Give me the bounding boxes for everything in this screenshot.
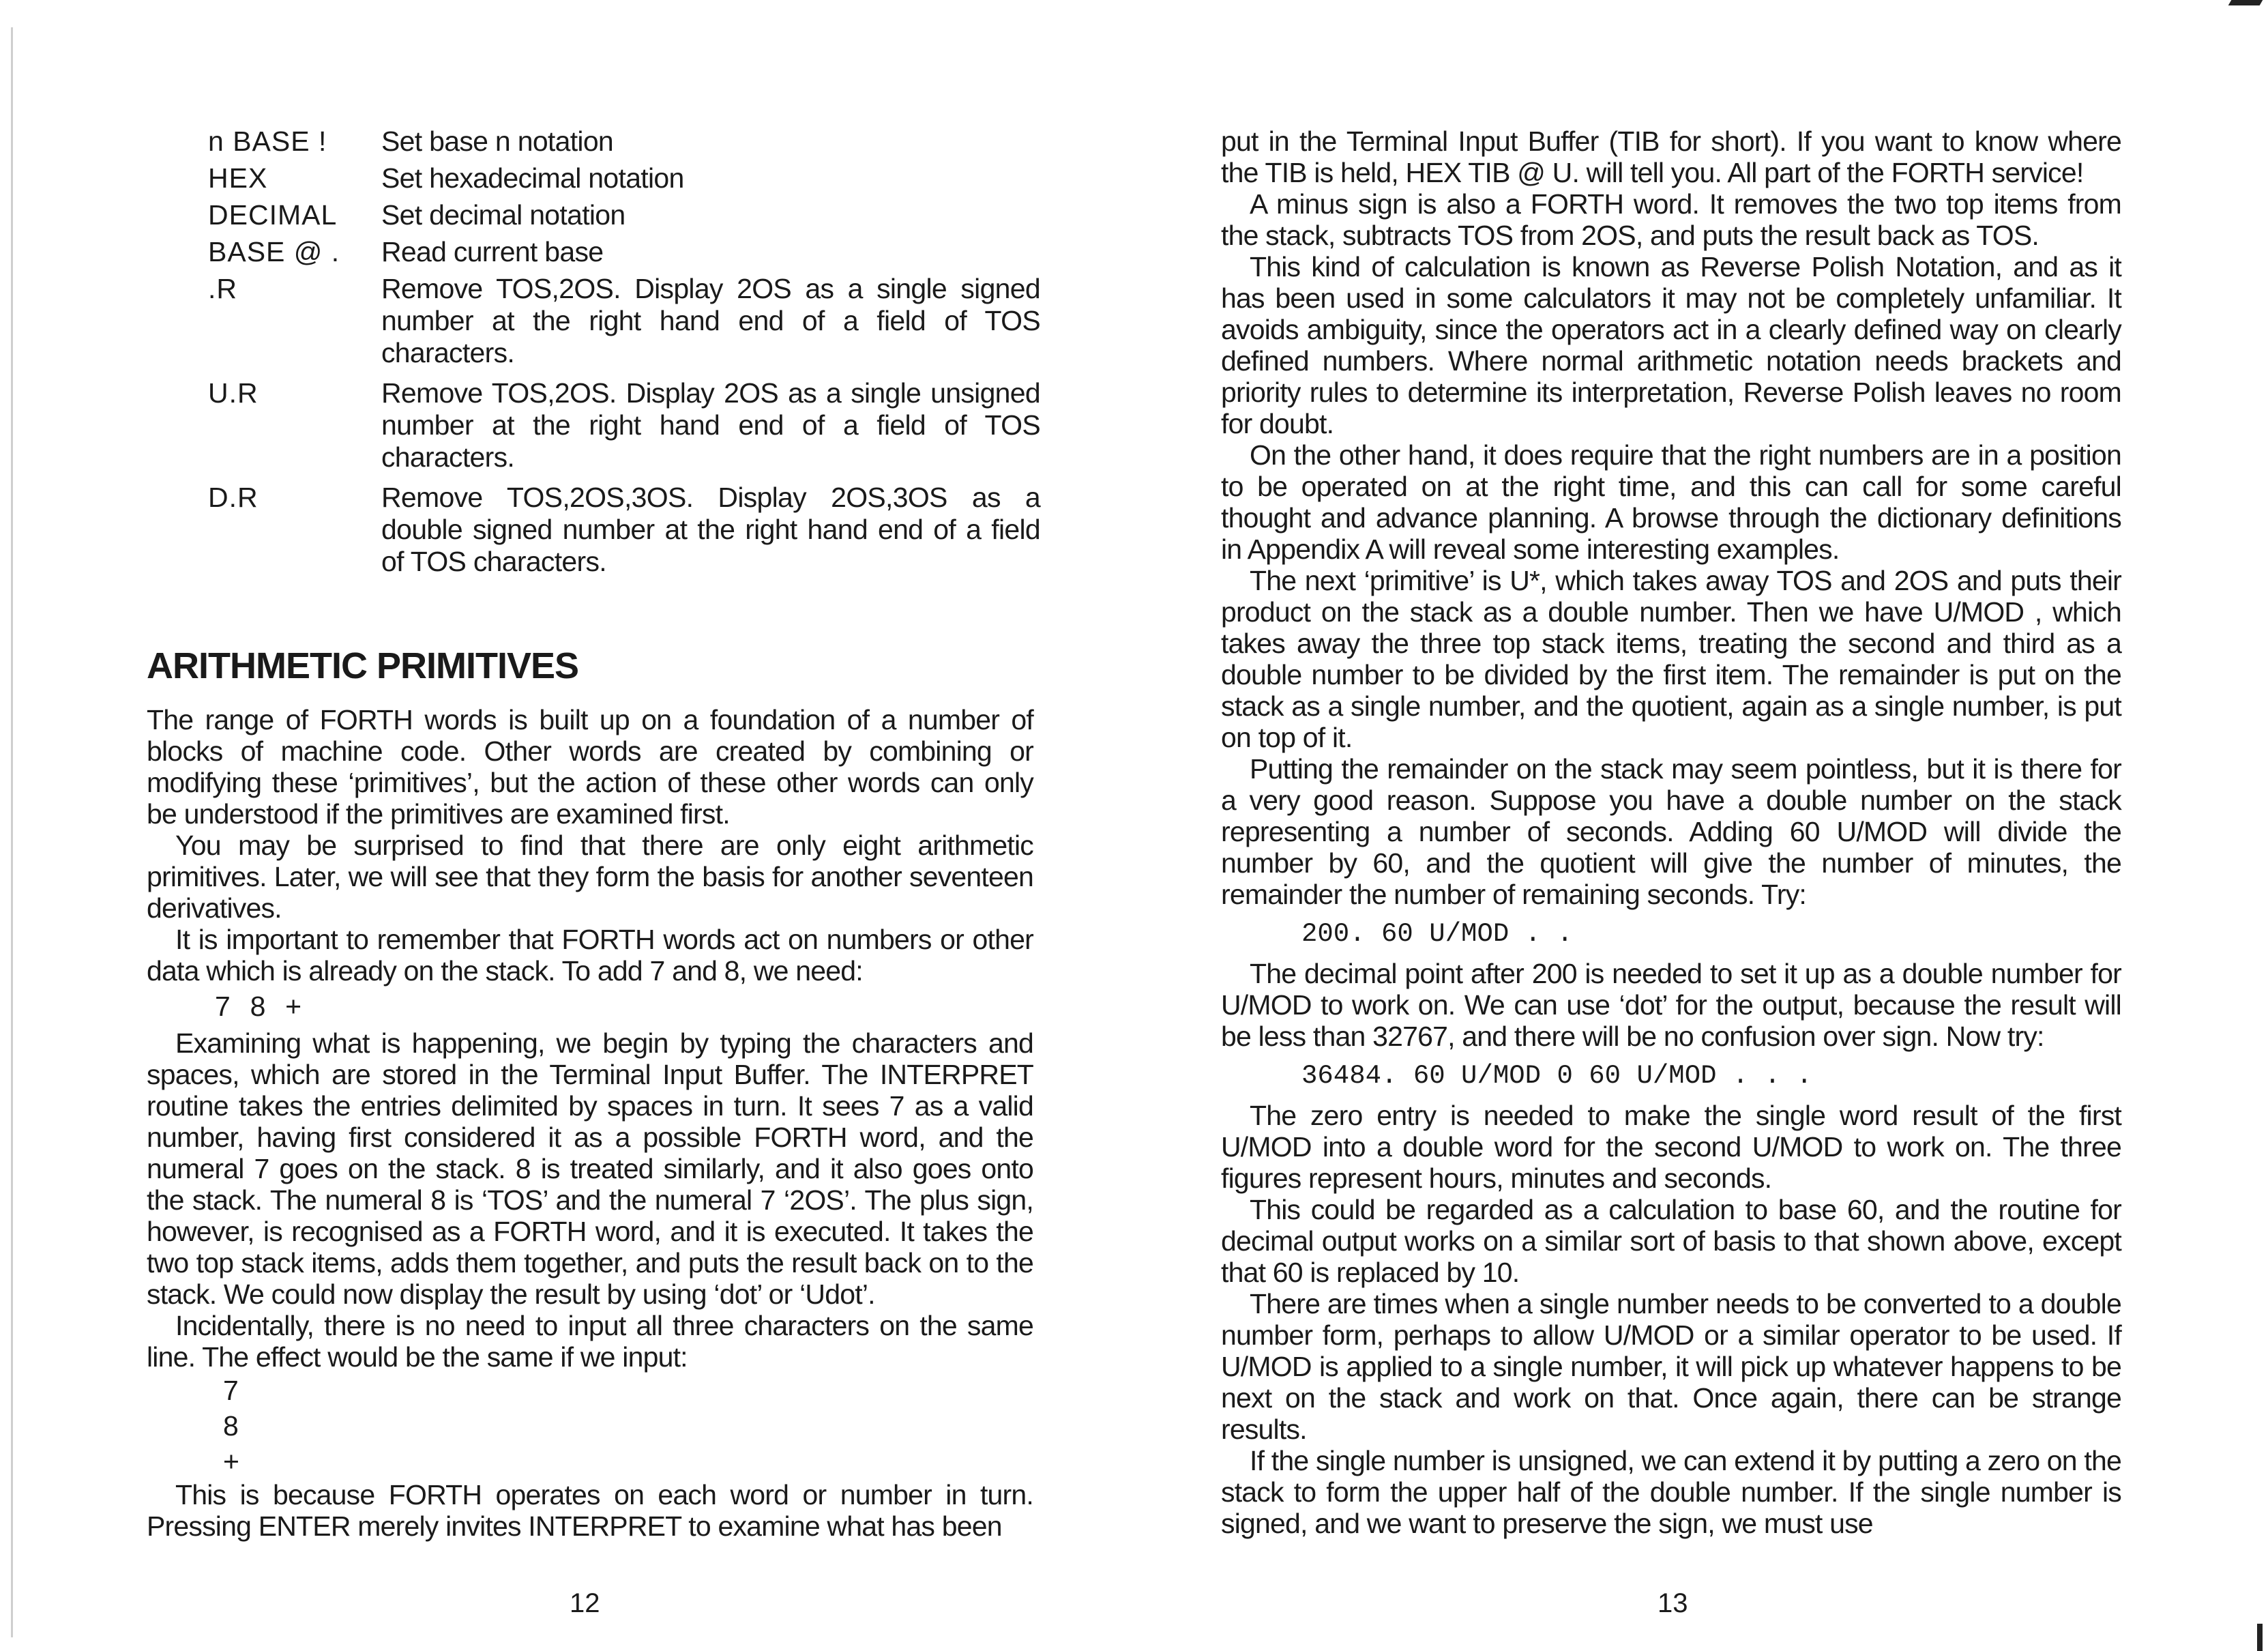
- scan-binding-edge: [11, 27, 13, 1637]
- page-number: 13: [1658, 1588, 1688, 1618]
- paragraph: It is important to remember that FORTH words act on numbers or other data which is already on the stack. To add 7 and 8, we need:: [147, 924, 1033, 987]
- definition-term: D.R: [208, 482, 259, 513]
- paragraph: Examining what is happening, we begin by typing the characters and spaces, which are stored in the Terminal Input Buffer. The INTERPRET routine takes the entries delimited by spaces in turn. It sees 7 as a valid number, having first considered it as a possible FORTH word, and the numeral 7 goes on the stack. 8 is treated similarly, and it also goes onto the stack. The numeral 8 is ‘TOS’ and the numeral 7 ‘2OS’. The plus sign, however, is recognised as a FORTH word, and it is executed. It takes the two top stack items, adds them together, and puts the result back on to the stack. We could now display the result by using ‘dot’ or ‘Udot’.: [147, 1027, 1033, 1310]
- definition-desc: Set base n notation: [381, 126, 614, 157]
- definition-term: U.R: [208, 377, 259, 409]
- definition-desc: Set decimal notation: [381, 199, 625, 231]
- definition-row: [208, 199, 1040, 231]
- paragraph: Putting the remainder on the stack may seem pointless, but it is there for a very good reason. Suppose you have a double number on the stack representing a number of seconds. Adding 60 U/MOD will divide the number by 60, and the quotient will give the number of minutes, the remainder the number of remaining seconds. Try:: [1221, 753, 2121, 910]
- section-heading: ARITHMETIC PRIMITIVES: [147, 645, 579, 686]
- code-example: 36484. 60 U/MOD 0 60 U/MOD . . .: [1301, 1061, 1812, 1091]
- paragraph: The range of FORTH words is built up on a foundation of a number of blocks of machine code. Other words are created by combining or modifying these ‘primitives’, but the action of these other words can only be understood if the primitives are examined first.: [147, 704, 1033, 830]
- definition-desc: Remove TOS,2OS. Display 2OS as a single signed number at the right hand end of a field of TOS characters.: [381, 273, 1040, 368]
- definition-row: [208, 273, 1040, 369]
- paragraph: The next ‘primitive’ is U*, which takes away TOS and 2OS and puts their product on the stack as a double number. Then we have U/MOD , which takes away the three top stack items, treating the second and third as a double number to be divided by the first item. The remainder is put on the stack as a single number, and the quotient, again as a single number, is put on top of it.: [1221, 565, 2121, 753]
- definition-desc: Remove TOS,2OS,3OS. Display 2OS,3OS as a double signed number at the right hand end of a field of TOS characters.: [381, 482, 1040, 577]
- definition-desc: Remove TOS,2OS. Display 2OS as a single unsigned number at the right hand end of a field of TOS characters.: [381, 377, 1040, 473]
- definition-desc: Set hexadecimal notation: [381, 162, 684, 194]
- paragraph: If the single number is unsigned, we can extend it by putting a zero on the stack to form the upper half of the double number. If the single number is signed, and we want to preserve the sign, we must use: [1221, 1445, 2121, 1539]
- code-line: 7: [223, 1375, 239, 1406]
- paragraph: This kind of calculation is known as Reverse Polish Notation, and as it has been used in some calculators it may not be completely unfamiliar. It avoids ambiguity, since the operators act in a clearly defined way on clearly defined numbers. Where normal arithmetic notation needs brackets and priority rules to determine its interpretation, Reverse Polish leaves no room for doubt.: [1221, 251, 2121, 439]
- definition-term: n BASE !: [208, 126, 327, 157]
- paragraph: You may be surprised to find that there are only eight arithmetic primitives. Later, we will see that they form the basis for another seventeen derivatives.: [147, 830, 1033, 924]
- definitions-table: [208, 126, 1040, 586]
- right-page-body: [1221, 126, 2121, 1539]
- definition-row: [208, 377, 1040, 473]
- left-page: [147, 0, 1040, 1651]
- paragraph: A minus sign is also a FORTH word. It removes the two top items from the stack, subtracts TOS from 2OS, and puts the result back as TOS.: [1221, 188, 2121, 251]
- left-page-body: [147, 704, 1033, 1542]
- paragraph: There are times when a single number needs to be converted to a double number form, perhaps to allow U/MOD or a similar operator to be used. If U/MOD is applied to a single number, it will pick up whatever happens to be next on the stack and work on that. Once again, there can be strange results.: [1221, 1288, 2121, 1445]
- code-line: +: [223, 1446, 239, 1477]
- definition-row: [208, 236, 1040, 268]
- paragraph: On the other hand, it does require that the right numbers are in a position to be operated on at the right time, and this can call for some careful thought and advance planning. A browse through the dictionary definitions in Appendix A will reveal some interesting examples.: [1221, 439, 2121, 565]
- right-page: [1221, 0, 2128, 1651]
- definition-desc: Read current base: [381, 236, 604, 267]
- definition-term: .R: [208, 273, 237, 304]
- paragraph: put in the Terminal Input Buffer (TIB for short). If you want to know where the TIB is held, HEX TIB @ U. will tell you. All part of the FORTH service!: [1221, 126, 2121, 188]
- code-example: 200. 60 U/MOD . .: [1301, 919, 1573, 949]
- definition-row: [208, 482, 1040, 578]
- page-number: 12: [570, 1588, 600, 1618]
- paragraph: This is because FORTH operates on each word or number in turn. Pressing ENTER merely invites INTERPRET to examine what has been: [147, 1479, 1033, 1542]
- paragraph: Incidentally, there is no need to input all three characters on the same line. The effect would be the same if we input:: [147, 1310, 1033, 1373]
- definition-row: [208, 162, 1040, 194]
- paragraph: This could be regarded as a calculation to base 60, and the routine for decimal output works on a similar sort of basis to that shown above, except that 60 is replaced by 10.: [1221, 1194, 2121, 1288]
- code-example: 7 8 +: [215, 991, 304, 1022]
- scan-corner-mark: [2220, 0, 2268, 15]
- paragraph: The zero entry is needed to make the single word result of the first U/MOD into a double word for the second U/MOD to work on. The three figures represent hours, minutes and seconds.: [1221, 1100, 2121, 1194]
- scan-edge-mark: [2257, 1624, 2263, 1651]
- definition-term: BASE @ .: [208, 236, 340, 267]
- definition-term: HEX: [208, 162, 268, 194]
- definition-row: [208, 126, 1040, 158]
- paragraph: The decimal point after 200 is needed to set it up as a double number for U/MOD to work on. We can use ‘dot’ for the output, because the result will be less than 32767, and there will be no confusion over sign. Now try:: [1221, 958, 2121, 1052]
- definition-term: DECIMAL: [208, 199, 338, 231]
- code-line: 8: [223, 1410, 239, 1442]
